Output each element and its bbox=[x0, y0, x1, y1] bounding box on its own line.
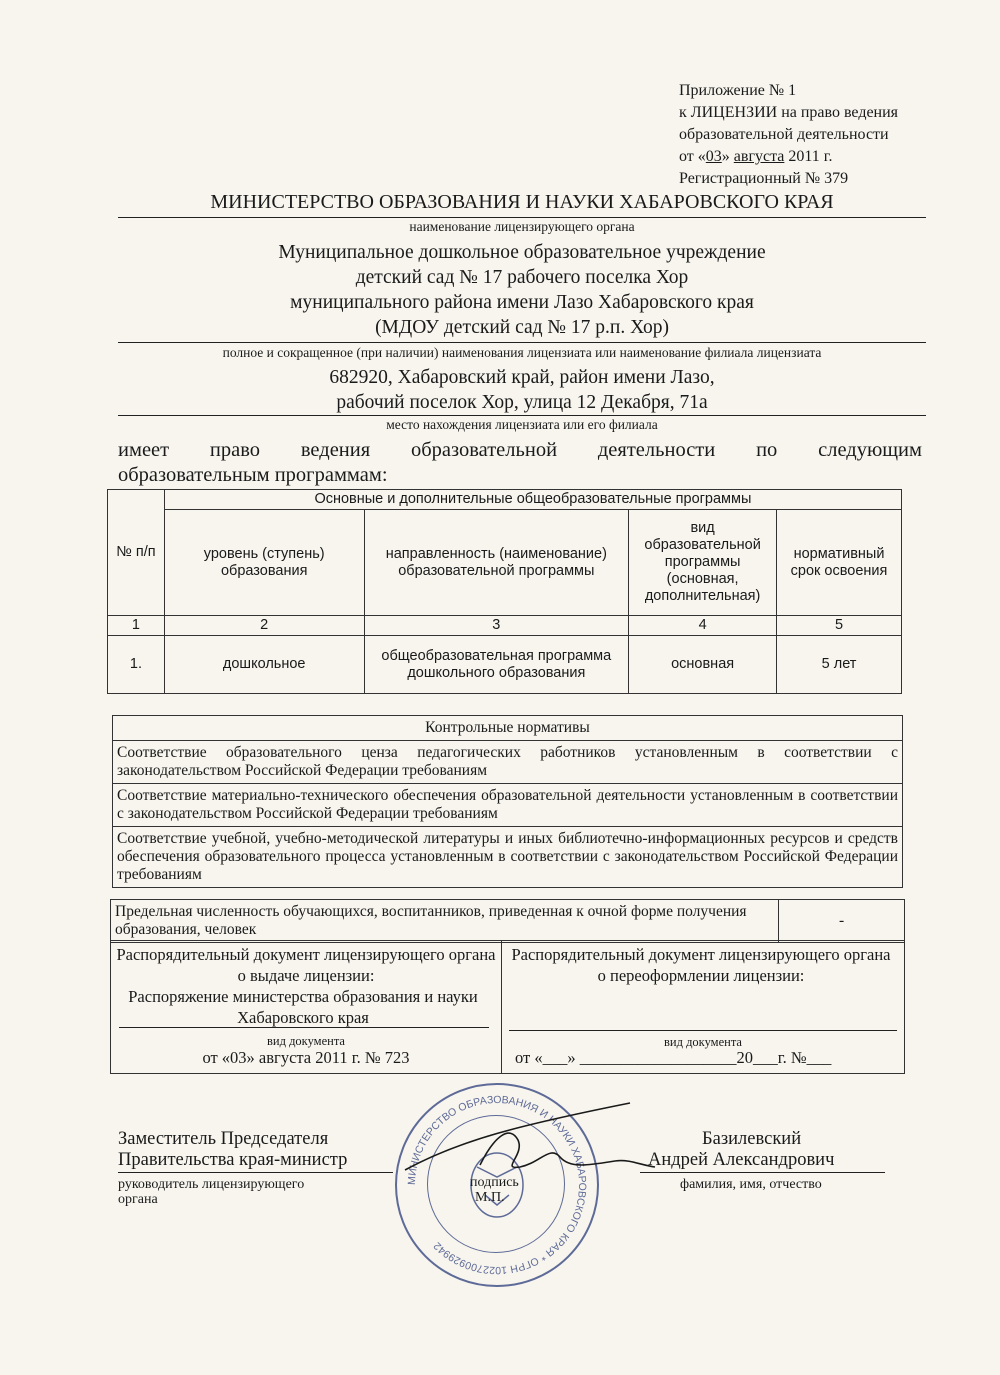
appendix-line3: образовательной деятельности bbox=[679, 126, 889, 143]
right-doc-underline bbox=[509, 1030, 897, 1031]
date-mid: » bbox=[721, 148, 734, 165]
location-line2: рабочий поселок Хор, улица 12 Декабря, 71а bbox=[336, 392, 708, 413]
cell-term: 5 лет bbox=[777, 636, 902, 694]
position-line2: Правительства края-министр bbox=[118, 1150, 348, 1170]
cell-level: дошкольное bbox=[164, 636, 364, 694]
authority-underline bbox=[118, 217, 926, 218]
position-caption-1: руководитель лицензирующего bbox=[118, 1177, 305, 1192]
control-header: Контрольные нормативы bbox=[113, 716, 903, 741]
sign-caption: подпись bbox=[470, 1175, 519, 1190]
rights-line2: образовательным программам: bbox=[118, 464, 388, 486]
right-doc-title: Распорядительный документ лицензирующего органа о переоформлении лицензии: bbox=[511, 945, 891, 985]
col-header-level: уровень (ступень) образования bbox=[164, 510, 364, 616]
appendix-line2: к ЛИЦЕНЗИИ на право ведения bbox=[679, 104, 899, 121]
left-doc-date: от «03» августа 2011 г. № 723 bbox=[202, 1048, 410, 1067]
seal-caption: М.П. bbox=[475, 1190, 505, 1205]
capacity-value: - bbox=[779, 900, 905, 943]
position-underline bbox=[118, 1172, 393, 1173]
cell-num: 1. bbox=[108, 636, 165, 694]
appendix-date bbox=[679, 146, 898, 168]
index-row bbox=[108, 616, 902, 636]
index-cell: 2 bbox=[164, 616, 364, 636]
index-cell: 3 bbox=[364, 616, 629, 636]
licensee-line1: Муниципальное дошкольное образовательное учреждение bbox=[278, 242, 766, 263]
documents-block bbox=[110, 940, 905, 1074]
licensee-line4: (МДОУ детский сад № 17 р.п. Хор) bbox=[375, 317, 669, 338]
left-doc-underline bbox=[119, 1027, 489, 1028]
rights-line1: имеет право ведения образовательной деятельности по следующим bbox=[118, 439, 922, 461]
location-underline bbox=[118, 415, 926, 416]
index-cell: 5 bbox=[777, 616, 902, 636]
index-cell: 4 bbox=[629, 616, 777, 636]
name-line2: Андрей Александрович bbox=[648, 1150, 835, 1170]
position-caption-2: органа bbox=[118, 1192, 158, 1207]
authority-caption: наименование лицензирующего органа bbox=[409, 219, 635, 234]
left-doc-caption: вид документа bbox=[267, 1034, 345, 1048]
capacity-label: Предельная численность обучающихся, воспитанников, приведенная к очной форме получения образования, человек bbox=[111, 900, 779, 943]
programs-table bbox=[107, 489, 902, 694]
right-doc-date: от «___» ___________________20___г. №___ bbox=[515, 1048, 832, 1067]
cell-direction: общеобразовательная программа дошкольного образования bbox=[364, 636, 629, 694]
date-day: 03 bbox=[705, 148, 722, 165]
control-item: Соответствие учебной, учебно-методической литературы и иных библиотечно-информационных ресурсов и средств обеспечения образовательного процесса установленным в соответствии с законодательством Российской Федерации требованиям bbox=[113, 827, 903, 888]
handwritten-signature bbox=[400, 1095, 680, 1185]
left-doc-name: Распоряжение министерства образования и науки Хабаровского края bbox=[128, 987, 478, 1027]
control-item: Соответствие материально-технического обеспечения образовательной деятельности установленным в соответствии с законодательством Российской Федерации требованиям bbox=[113, 784, 903, 827]
left-doc-title: Распорядительный документ лицензирующего органа о выдаче лицензии: bbox=[116, 945, 496, 985]
location-caption: место нахождения лицензиата или его филиала bbox=[386, 417, 658, 432]
col-header-direction: направленность (наименование) образовательной программы bbox=[364, 510, 629, 616]
licensee-caption: полное и сокращенное (при наличии) наименования лицензиата или наименование филиала лицензиата bbox=[222, 345, 822, 360]
col-header-num: № п/п bbox=[108, 490, 165, 616]
col-header-term: нормативный срок освоения bbox=[777, 510, 902, 616]
control-item: Соответствие образовательного ценза педагогических работников установленным в соответствии с законодательством Российской Федерации требованиям bbox=[113, 741, 903, 784]
name-underline bbox=[640, 1172, 885, 1173]
authority-name: МИНИСТЕРСТВО ОБРАЗОВАНИЯ И НАУКИ ХАБАРОВСКОГО КРАЯ bbox=[210, 191, 834, 213]
name-caption: фамилия, имя, отчество bbox=[680, 1177, 822, 1192]
documents-divider bbox=[501, 941, 502, 1073]
seal-text: МИНИСТЕРСТВО ОБРАЗОВАНИЯ И НАУКИ ХАБАРОВСКОГО КРАЯ * ОГРН 1022700929942 bbox=[405, 1093, 589, 1277]
location-line1: 682920, Хабаровский край, район имени Лазо, bbox=[329, 367, 715, 388]
licensee-line2: детский сад № 17 рабочего поселка Хор bbox=[355, 267, 689, 288]
control-table bbox=[112, 715, 903, 888]
appendix-registration: Регистрационный № 379 bbox=[679, 170, 849, 187]
date-prefix: от « bbox=[679, 148, 706, 165]
right-doc-caption: вид документа bbox=[664, 1035, 742, 1049]
licensee-line3: муниципального района имени Лазо Хабаровского края bbox=[290, 292, 754, 313]
appendix-line1: Приложение № 1 bbox=[679, 82, 797, 99]
index-cell: 1 bbox=[108, 616, 165, 636]
name-line1: Базилевский bbox=[702, 1129, 802, 1149]
licensee-underline bbox=[118, 342, 926, 343]
capacity-table bbox=[110, 899, 905, 943]
col-header-type: вид образовательной программы (основная, дополнительная) bbox=[629, 510, 777, 616]
group-header: Основные и дополнительные общеобразовательные программы bbox=[164, 490, 901, 510]
appendix-block bbox=[679, 80, 898, 190]
date-suffix: 2011 г. bbox=[784, 148, 833, 165]
position-line1: Заместитель Председателя bbox=[118, 1129, 329, 1149]
table-row bbox=[108, 636, 902, 694]
date-month: августа bbox=[733, 148, 785, 165]
cell-type: основная bbox=[629, 636, 777, 694]
